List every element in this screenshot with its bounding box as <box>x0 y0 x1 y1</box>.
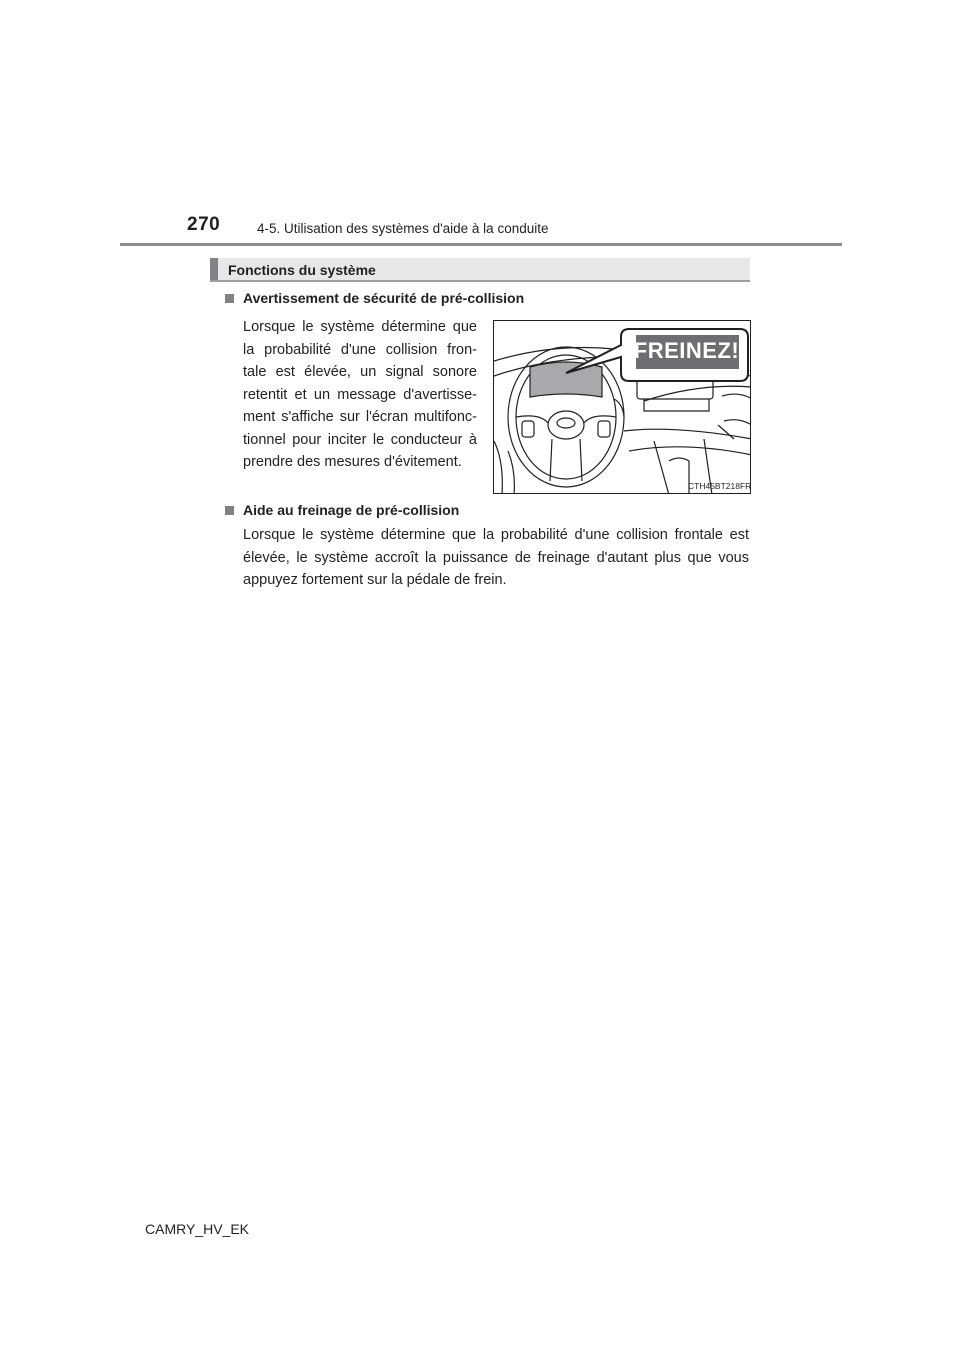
footer-model-code: CAMRY_HV_EK <box>145 1221 250 1237</box>
subheading-pre-collision-brake-assist <box>225 502 459 518</box>
paragraph-warning: Lorsque le système détermine que la probabilité d'une collision fron-tale est élevée, un signal sonore retentit et un message d'avertisse-ment s'affiche sur l'écran multifonc-tionnel pour inciter le conducteur à prendre des mesures d'évitement. <box>243 319 477 470</box>
subheading-pre-collision-warning <box>225 290 524 306</box>
running-header: 4-5. Utilisation des systèmes d'aide à la conduite <box>257 221 549 236</box>
subheading-text: Avertissement de sécurité de pré-collision <box>243 290 525 306</box>
square-bullet-icon <box>225 294 234 303</box>
brake-warning-message: FREINEZ! <box>633 338 740 363</box>
header-rule <box>120 243 842 246</box>
figure-code: CTH45BT218FR <box>688 481 752 491</box>
section-heading-bar <box>210 258 750 282</box>
section-title: Fonctions du système <box>228 262 376 278</box>
page-number: 270 <box>187 214 221 235</box>
square-bullet-icon <box>225 506 234 515</box>
subheading-text: Aide au freinage de pré-collision <box>243 502 460 518</box>
paragraph-brake-assist: Lorsque le système détermine que la probabilité d'une collision frontale est élevée, le système accroît la puissance de freinage d'autant plus que vous appuyez fortement sur la pédale de frein. <box>243 527 749 588</box>
